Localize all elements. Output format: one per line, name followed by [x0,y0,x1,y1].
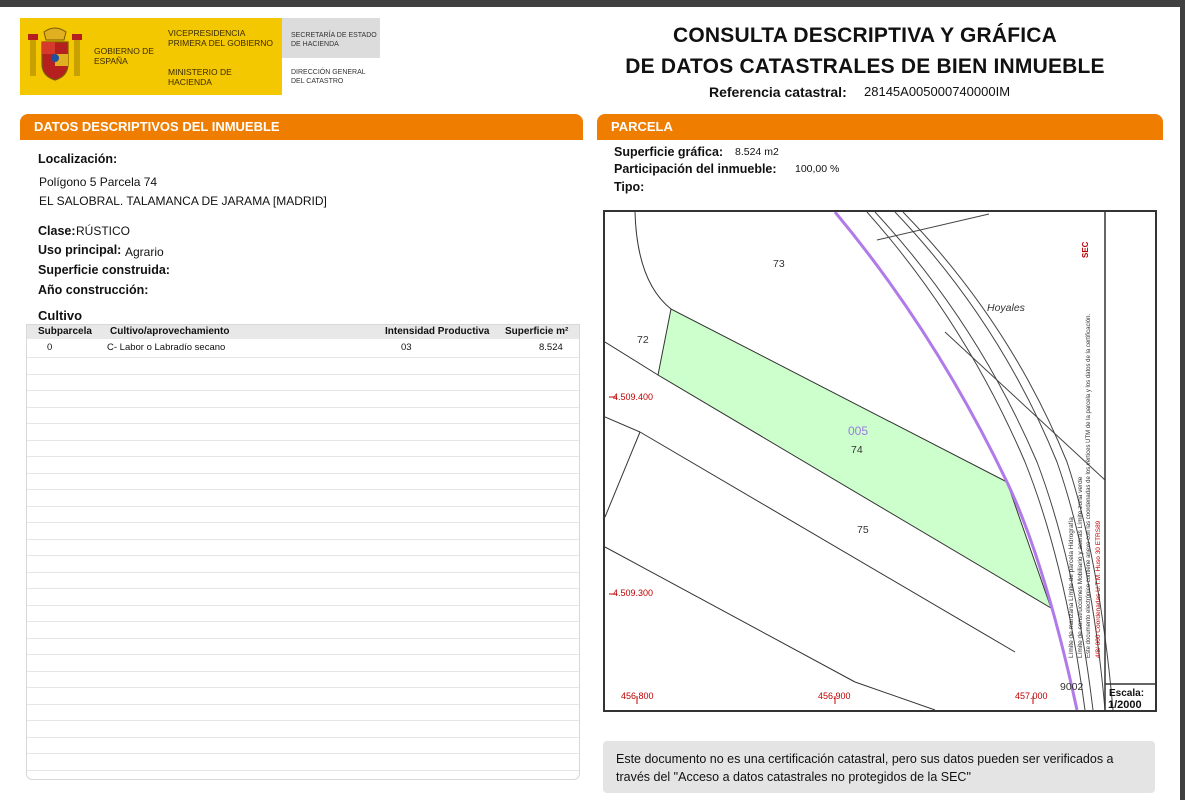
boundary-line [605,432,640,517]
localizacion-label: Localización: [38,152,118,166]
sec-logo: SEC [1081,241,1090,258]
localizacion-line-2: EL SALOBRAL. TALAMANCA DE JARAMA [MADRID] [39,194,327,208]
table-rule-line [27,440,579,441]
poligono-label: 005 [848,424,869,438]
window-top-bar [0,0,1185,7]
coord-x-2: 456.900 [818,691,851,701]
parcel-label-74: 74 [851,444,863,456]
table-rule-line [27,720,579,721]
parcel-label-73: 73 [773,258,785,270]
coord-x-1: 456.800 [621,691,654,701]
datos-descriptivos-header [20,114,583,140]
table-rule-line [27,621,579,622]
table-rule-line [27,555,579,556]
table-rule-line [27,687,579,688]
table-rule-line [27,588,579,589]
page-title [600,20,1130,82]
parcel-label-72: 72 [637,334,649,346]
table-rule-line [27,654,579,655]
boundary-line [605,342,658,375]
title-line-1: CONSULTA DESCRIPTIVA Y GRÁFICA [672,24,1058,47]
table-rule-line [27,374,579,375]
escala-value: 1/2000 [1108,699,1142,711]
boundary-line [855,682,935,710]
tipo-label: Tipo: [614,180,645,194]
table-rule-line [27,704,579,705]
table-rule-line [27,357,579,358]
title-line-2: DE DATOS CATASTRALES DE BIEN INMUEBLE [625,55,1105,78]
table-rule-line [27,539,579,540]
anio-construccion-label: Año construcción: [38,283,149,297]
table-rule-line [27,473,579,474]
section-title-a: DATOS DESCRIPTIVOS DEL [34,119,212,134]
table-rule-line [27,671,579,672]
table-rule-line [27,605,579,606]
table-rule-line [27,489,579,490]
superficie-grafica-value: 8.524 m2 [735,146,779,158]
place-label-hoyales: Hoyales [987,302,1025,314]
parcela-header: PARCELA [597,114,1163,140]
coat-of-arms-icon [28,26,82,84]
table-rule-line [27,737,579,738]
gobierno-text: GOBIERNO DE ESPAÑA [94,46,154,66]
vicepresidencia-text: VICEPRESIDENCIA PRIMERA DEL GOBIERNO [168,28,274,48]
clase-value: RÚSTICO [76,224,130,238]
participacion-value: 100,00 % [795,163,840,175]
cultivo-label: Cultivo [38,308,83,323]
table-rule-line [27,770,579,771]
superficie-construida-label: Superficie construida: [38,263,170,277]
legend-line-2: Límite de construcciones Mobiliario y aceras Límite zona verde [1077,476,1084,658]
window-right-bar [1180,0,1185,800]
parcel-map [603,210,1157,712]
uso-value: Agrario [125,245,164,259]
localizacion-line-1: Polígono 5 Parcela 74 [39,175,158,189]
table-rule-line [27,423,579,424]
ministerio-text: MINISTERIO DE HACIENDA [168,67,232,87]
ref-label: Referencia catastral: [709,84,847,100]
coord-x-3: 457.000 [1015,691,1048,701]
legend-line-4: 4/8/ 000 Coordenadas U.T.M. Huso 30 ETRS89 [1095,520,1102,658]
parcela-underline [597,138,1163,140]
uso-label: Uso principal: [38,243,122,257]
table-rule-line [27,506,579,507]
cell-cultivo: C- Labor o Labradío secano [107,342,226,353]
secretaria-text: SECRETARÍA DE ESTADO DE HACIENDA [291,32,377,48]
section-underline [20,138,583,140]
cell-subparcela: 0 [47,342,53,353]
direccion-text: DIRECCIÓN GENERAL DEL CATASTRO [291,69,366,85]
escala-label: Escala: [1109,688,1145,699]
cultivo-table [26,324,580,780]
table-rule-line [27,572,579,573]
table-row [27,341,579,355]
table-rule-line [27,456,579,457]
table-rule-line [27,638,579,639]
boundary-line [635,212,671,309]
clase-label: Clase: [38,224,76,238]
ref-value: 28145A005000740000IM [864,84,1011,99]
legend-line-3: Este documento electrónico contiene anexo con las coordenadas de los vértices UTM de la parcela y los datos de la certificación. [1086,313,1092,658]
table-rule-line [27,522,579,523]
cell-intensidad: 03 [401,342,412,353]
table-rule-line [27,407,579,408]
table-rule-line [27,753,579,754]
boundary-line [605,547,855,682]
boundary-line [605,417,640,432]
col-superficie: Superficie m² [505,326,569,337]
coord-y-1: 4.509.400 [613,392,654,402]
cell-superficie: 8.524 [539,342,563,353]
legend-line-1: Límite de manzana Límite de parcela Hidrografía [1068,517,1075,658]
table-header [27,325,579,339]
parcel-label-9002: 9002 [1060,681,1084,693]
table-rule-line [27,390,579,391]
participacion-label: Participación del inmueble: [614,162,777,176]
note-text: Este documento no es una certificación catastral, pero sus datos pueden ser verificados a través del "Acceso a datos catastrales no protegidos de la SEC" [616,752,1114,784]
col-subparcela: Subparcela [38,326,92,337]
section-title-b: INMUEBLE [211,119,280,134]
col-intensidad: Intensidad Productiva [385,326,490,337]
map-legend [1067,228,1115,658]
parcel-label-75: 75 [857,524,869,536]
parcel-74-shape [658,309,1051,608]
road-line [877,214,989,240]
coord-y-2: 4.509.300 [613,588,654,598]
col-cultivo: Cultivo/aprovechamiento [110,326,230,337]
superficie-grafica-label: Superficie gráfica: [614,145,724,159]
